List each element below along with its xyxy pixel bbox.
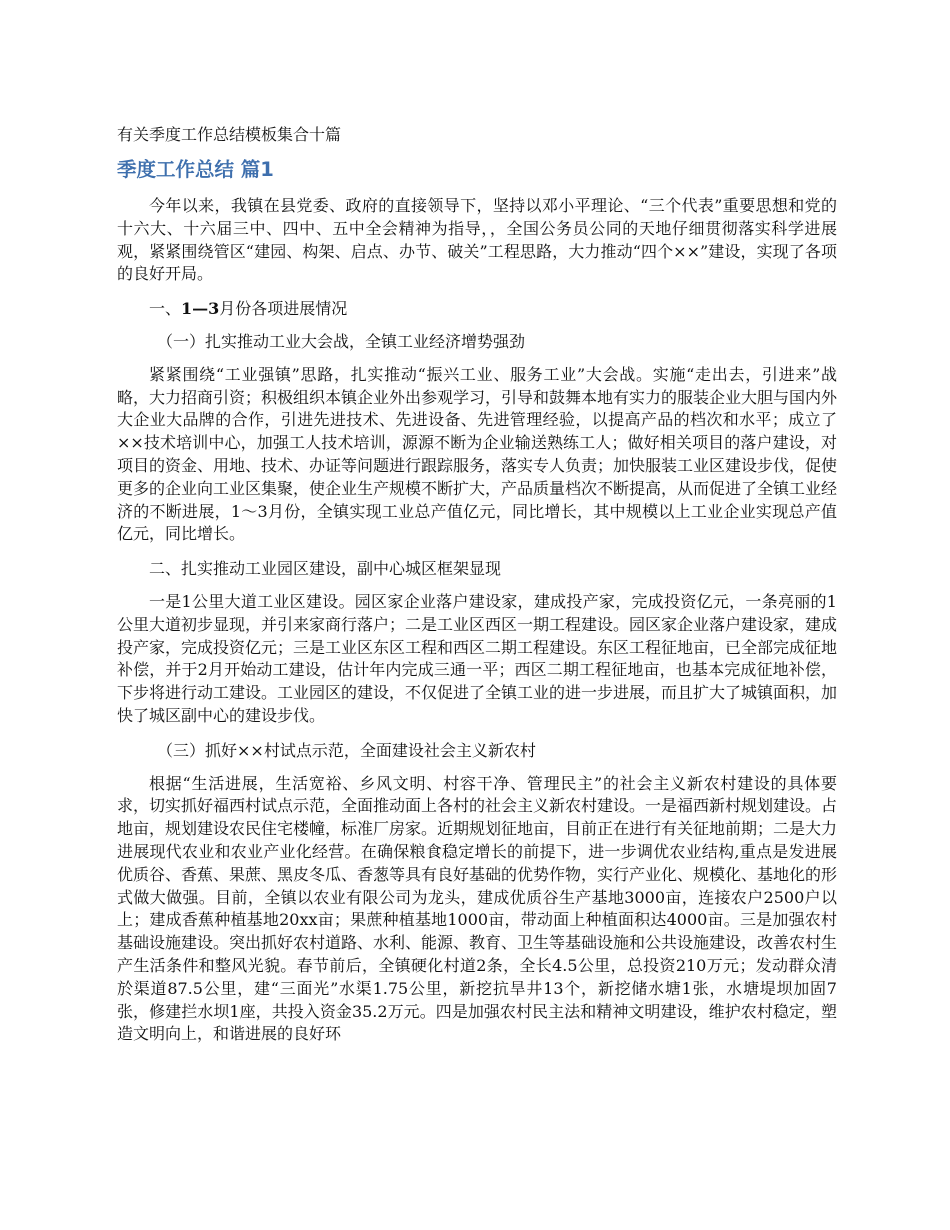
part2-heading: 二、扎实推动工业园区建设，副中心城区框架显现 (149, 559, 502, 579)
part1-month-range: 1—3 (181, 299, 220, 319)
sub3-heading: （三）抓好××村试点示范，全面建设社会主义新农村 (157, 740, 536, 760)
part2-paragraph: 一是1公里大道工业区建设。园区家企业落户建设家，建成投产家，完成投资亿元，一条亮丽的1公里大道初步显现，并引来家商行落户；二是工业区西区一期工程建设。园区家企业落户建设家，建成投产家，完成投资亿元；三是工业区东区工程和西区二期工程建设。东区工程征地亩，已全部完成征地补偿，并于2月开始动工建设，估计年内完成三通一平；西区二期工程征地亩，也基本完成征地补偿，下步将进行动工建设。工业园区的建设，不仅促进了全镇工业的进一步进展，而且扩大了城镇面积，加快了城区副中心的建设步伐。 (117, 591, 838, 725)
document-title: 有关季度工作总结模板集合十篇 (117, 125, 342, 144)
sub1-paragraph: 紧紧围绕“工业强镇”思路，扎实推动“振兴工业、服务工业”大会战。实施“走出去，引进来”战略，大力招商引资；积极组织本镇企业外出参观学习，引导和鼓舞本地有实力的服装企业大胆与国内外大企业大品牌的合作，引进先进技术、先进设备、先进管理经验，以提高产品的档次和水平；成立了××技术培训中心，加强工人技术培训，源源不断为企业输送熟练工人；做好相关项目的落户建设，对项目的资金、用地、技术、办证等问题进行跟踪服务，落实专人负责；加快服装工业区建设步伐，促使更多的企业向工业区集聚，使企业生产规模不断扩大，产品质量档次不断提高，从而促进了全镇工业经济的不断进展，1～3月份，全镇实现工业总产值亿元，同比增长，其中规模以上工业企业实现总产值亿元，同比增长。 (117, 364, 838, 544)
sub3-paragraph: 根据“生活进展，生活宽裕、乡风文明、村容干净、管理民主”的社会主义新农村建设的具体要求，切实抓好福西村试点示范，全面推动面上各村的社会主义新农村建设。一是福西新村规划建设。占地亩，规划建设农民住宅楼幢，标准厂房家。近期规划征地亩，目前正在进行有关征地前期；二是大力进展现代农业和农业产业化经营。在确保粮食稳定增长的前提下，进一步调优农业结构,重点是发进展优质谷、香蕉、果蔗、黑皮冬瓜、香葱等具有良好基础的优势作物，实行产业化、规模化、基地化的形式做大做强。目前，全镇以农业有限公司为龙头，建成优质谷生产基地3000亩，连接农户2500户以上；建成香蕉种植基地20xx亩；果蔗种植基地1000亩，带动面上种植面积达4000亩。三是加强农村基础设施建设。突出抓好农村道路、水利、能源、教育、卫生等基础设施和公共设施建设，改善农村生产生活条件和整风光貌。春节前后，全镇硬化村道2条，全长4.5公里，总投资210万元；发动群众清於渠道87.5公里，建“三面光”水渠1.75公里，新挖抗旱井13个，新挖储水塘1张，水塘堤坝加固7张，修建拦水坝1座，共投入资金35.2万元。四是加强农村民主法和精神文明建设，维护农村稳定，塑造文明向上，和谐进展的良好环 (117, 773, 838, 1044)
part1-prefix: 一、 (149, 299, 182, 319)
section-heading: 季度工作总结 篇1 (117, 158, 274, 181)
intro-paragraph: 今年以来，我镇在县党委、政府的直接领导下，坚持以邓小平理论、“三个代表”重要思想和党的十六大、十六届三中、四中、五中全会精神为指导，，全国公务员公同的天地仔细贯彻落实科学进展观，紧紧围绕管区“建园、构架、启点、办节、破关”工程思路，大力推动“四个××”建设，实现了各项的良好开局。 (117, 196, 837, 284)
part1-suffix: 月份各项进展情况 (219, 299, 348, 319)
part1-heading (117, 298, 837, 321)
document-page (117, 121, 837, 1058)
sub1-heading: （一）扎实推动工业大会战，全镇工业经济增势强劲 (157, 331, 526, 351)
